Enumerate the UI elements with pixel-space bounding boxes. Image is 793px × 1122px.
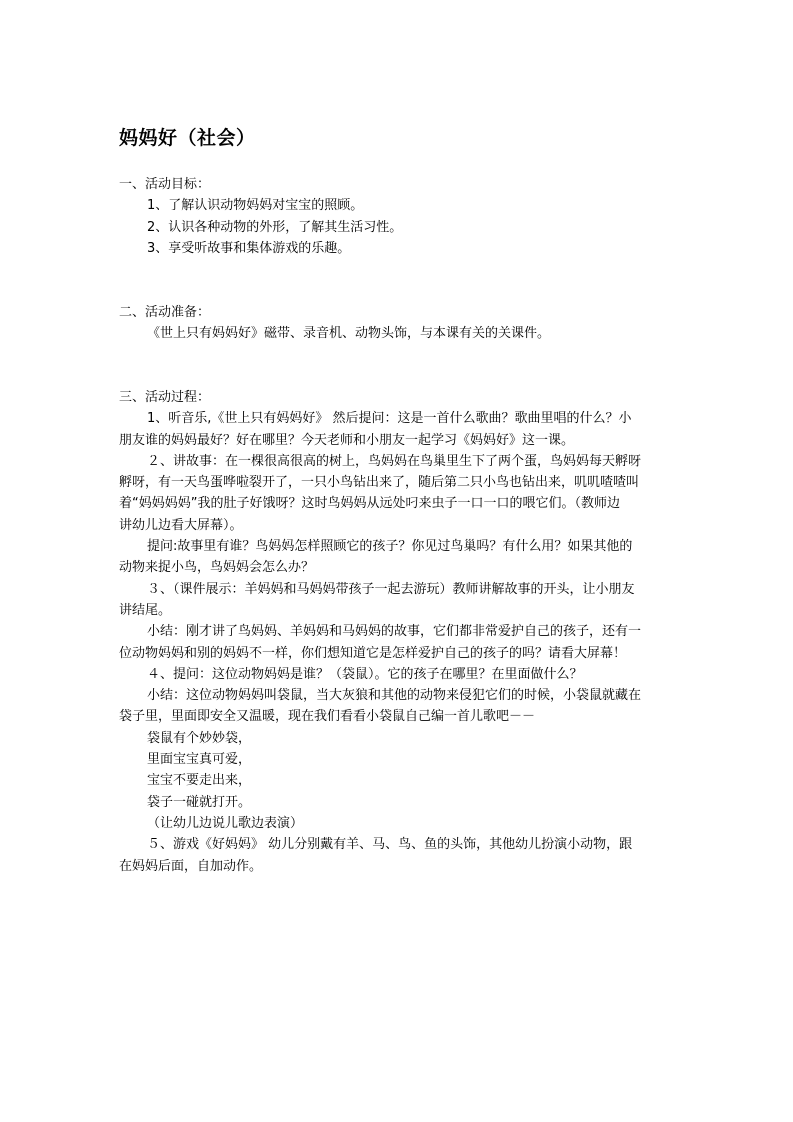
spacer [119,366,679,387]
paragraph-line: 小结：这位动物妈妈叫袋鼠，当大灰狼和其他的动物来侵犯它们的时候，小袋鼠就藏在 [147,688,642,704]
poem-line: 里面宝宝真可爱， [147,752,252,768]
paragraph-line: 孵呀，有一天鸟蛋哗啦裂开了，一只小鸟钻出来了，随后第二只小鸟也钻出来，叽叽喳喳叫 [119,475,640,491]
poem-line: 宝宝不要走出来， [147,773,252,789]
paragraph-line: ５、游戏《好妈妈》 幼儿分别戴有羊、马、鸟、鱼的头饰，其他幼儿扮演小动物，跟 [147,837,633,853]
paragraph-line: 1、听音乐,《世上只有妈妈好》 然后提问：这是一首什么歌曲？歌曲里唱的什么？小 [147,411,632,427]
spacer [119,259,679,280]
page-title: 妈妈好（社会） [119,127,256,149]
section-heading-preparation: 二、活动准备： [119,304,211,320]
paragraph-line: 着“妈妈妈妈”我的肚子好饿呀？这时鸟妈妈从远处叼来虫子一口一口的喂它们。（教师边 [119,496,620,512]
paragraph-line: 提问:故事里有谁？鸟妈妈怎样照顾它的孩子？你见过鸟巢吗？有什么用？如果其他的 [147,539,633,555]
paragraph-line: ２、讲故事：在一棵很高很高的树上，鸟妈妈在鸟巢里生下了两个蛋，鸟妈妈每天孵呀 [147,453,642,469]
section-heading-process: 三、活动过程： [119,389,211,405]
paragraph-line: 朋友谁的妈妈最好？好在哪里？今天老师和小朋友一起学习《妈妈好》这一课。 [119,432,575,448]
goal-item: 2、认识各种动物的外形，了解其生活习性。 [147,219,403,235]
poem-line: 袋鼠有个妙妙袋， [147,730,252,746]
goal-item: 1、了解认识动物妈妈对宝宝的照顾。 [147,198,364,214]
paragraph-line: 讲幼儿边看大屏幕）。 [119,517,243,533]
goal-item: 3、享受听故事和集体游戏的乐趣。 [147,240,351,256]
paragraph-line: 讲结尾。 [119,602,172,618]
spacer [119,280,679,301]
poem-line: 袋子一碰就打开。 [147,794,252,810]
paragraph-line: 袋子里，里面即安全又温暖，现在我们看看小袋鼠自己编一首儿歌吧－－ [119,709,536,725]
spacer [119,344,679,365]
paragraph-line: 位动物妈妈和别的妈妈不一样，你们想知道它是怎样爱护自己的孩子的吗？请看大屏幕！ [119,645,627,661]
paragraph-line: 小结：刚才讲了鸟妈妈、羊妈妈和马妈妈的故事，它们都非常爱护自己的孩子，还有一 [147,624,642,640]
paragraph-line: 在妈妈后面，自加动作。 [119,858,263,874]
preparation-text: 《世上只有妈妈好》磁带、录音机、动物头饰，与本课有关的关课件。 [147,326,551,342]
paragraph-line: ３、（课件展示：羊妈妈和马妈妈带孩子一起去游玩）教师讲解故事的开头，让小朋友 [147,581,635,597]
document-body [119,174,679,877]
section-heading-goals: 一、活动目标： [119,177,211,192]
paragraph-line: ４、提问：这位动物妈妈是谁？（袋鼠）。它的孩子在哪里？在里面做什么？ [147,666,583,682]
poem-note: （让幼儿边说儿歌边表演） [147,815,304,831]
paragraph-line: 动物来捉小鸟，鸟妈妈会怎么办？ [119,560,315,576]
